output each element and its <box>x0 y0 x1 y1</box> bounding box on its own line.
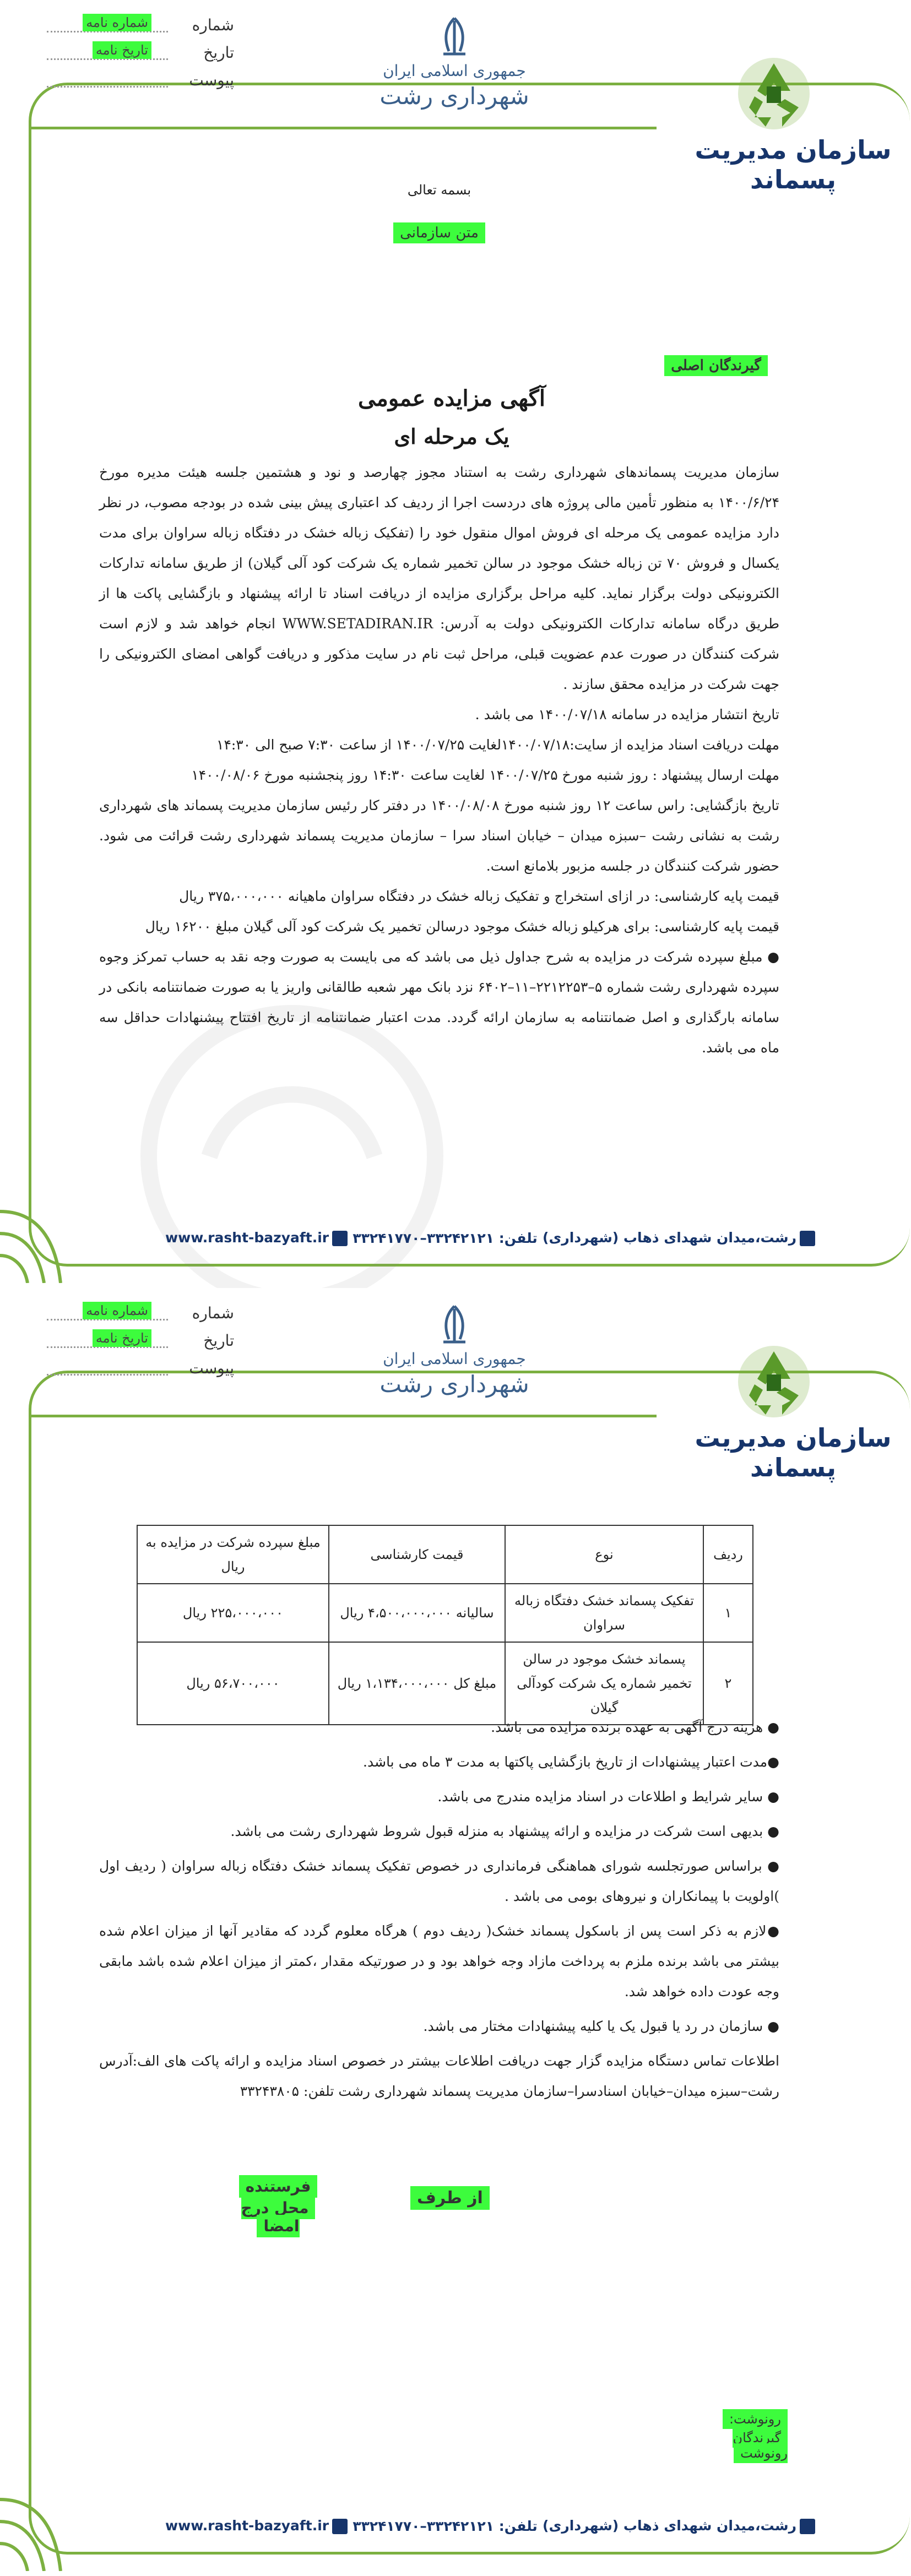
gov-line-1: جمهوری اسلامی ایران <box>383 1350 526 1368</box>
list-item: ● براساس صورتجلسه شورای هماهنگی فرمانداری در خصوص تفکیک پسماند خشک دفتگاه زباله سراوان ( ردیف اول )اولویت با پیمانکاران و نیروهای بومی می باشد . <box>99 1858 779 1904</box>
col-header-type: نوع <box>505 1525 703 1584</box>
table-cell: تفکیک پسماند خشک دفتگاه زباله سراوان <box>505 1584 703 1642</box>
paragraph: تاریخ بازگشایی: راس ساعت ۱۲ روز شنبه مورخ ۱۴۰۰/۰۸/۰۸ در دفتر کار رئیس سازمان مدیریت پسماند های شهرداری رشت به نشانی رشت –سبزه میدان – خیابان اسناد سرا – سازمان مدیریت پسماند شهرداری رشت قرائت می شود. حضور شرکت کنندگان در جلسه مزبور بلامانع است. <box>99 797 779 874</box>
municipality-name: شهرداری رشت <box>379 83 529 110</box>
organization-name: سازمان مدیریت پسماند <box>695 1423 892 1482</box>
internal-code: متن سازمانی <box>393 222 485 243</box>
sender-label: فرستنده <box>239 2175 318 2198</box>
recycle-logo-icon <box>733 1340 815 1423</box>
basmala: بسمه تعالی <box>407 182 471 198</box>
table-cell: ۲ <box>703 1642 753 1725</box>
signature-label: محل درج امضا <box>241 2197 316 2237</box>
recycle-logo-icon <box>733 52 815 135</box>
organization-name: سازمان مدیریت پسماند <box>695 135 892 194</box>
list-item: ● هزینه درج آگهی به عهده برنده مزایده می باشد. <box>491 1719 779 1735</box>
list-item: ● بدیهی است شرکت در مزایده و ارائه پیشنهاد به منزله قبول شروط شهرداری رشت می باشد. <box>230 1823 779 1839</box>
number-label: شماره <box>192 15 234 34</box>
corner-ornament-icon <box>0 1189 83 1283</box>
letter-page-2 <box>0 1288 911 2576</box>
footer-phone: تلفن: ۳۳۲۴۲۱۲۱–۳۳۲۴۱۷۷۰ <box>353 2518 538 2534</box>
attachment-label: پیوست <box>189 1358 234 1377</box>
footer-address: رشت،میدان شهدای ذهاب (شهرداری) <box>543 1230 815 1246</box>
paragraph: مهلت دریافت اسناد مزایده از سایت:۱۴۰۰/۰۷/۱۸لغایت ۱۴۰۰/۰۷/۲۵ از ساعت ۷:۳۰ صبح الی ۱۴:۳۰ <box>216 737 779 753</box>
letter-meta <box>47 11 234 94</box>
from-label-wrap <box>410 2188 490 2208</box>
footer <box>165 2510 815 2541</box>
paragraph: ● مبلغ سپرده شرکت در مزایده به شرح جداول ذیل می باشد که می بایست به صورت وجه نقد به حساب تمرکز وجوه سپرده شهرداری رشت شماره ۵–۲۲۱۲۲۵۳–۱۱–۶۴۰۲ نزد بانک مهر شعبه طالقانی واریز یا به صورت ضمانتنامه بانکی در سامانه بارگذاری و اصل ضمانتنامه به سازمان ارائه گردد. مدت اعتبار ضمانتنامه از تاریخ افتتاح پیشنهادات حداقل سه ماه می باشد. <box>99 949 779 1056</box>
table-cell: پسماند خشک موجود در سالن تخمیر شماره یک شرکت کودآلی گیلان <box>505 1642 703 1725</box>
col-header-expert-price: قیمت کارشناسی <box>329 1525 505 1584</box>
list-item: ● سایر شرایط و اطلاعات در اسناد مزایده مندرج می باشد. <box>437 1789 779 1805</box>
auction-table <box>137 1525 753 1725</box>
iran-emblem-icon <box>435 15 474 59</box>
location-icon <box>800 1231 815 1246</box>
paragraph: سازمان مدیریت پسماندهای شهرداری رشت به استناد مجوز چهارصد و نود و هشتمین جلسه هیئت مدیره مورخ ۱۴۰۰/۶/۲۴ به منظور تأمین مالی پروژه های دردست اجرا از ردیف کد اعتباری پیش بینی شده در بودجه مصوب، در نظر دارد مزایده عمومی یک مرحله ای فروش اموال منقول خود را (تفکیک زباله خشک در دفتگاه زباله سراوان برای مدت یکسال و فروش ۷۰ تن زباله خشک موجود در سالن تخمیر شماره یک شرکت کود آلی گیلان) از طریق سامانه تدارکات الکترونیکی دولت برگزار نماید. کلیه مراحل برگزاری مزایده از دریافت اسناد تا ارائه پیشنهاد و بازگشایی پاکت ها از طریق درگاه سامانه تدارکات الکترونیکی دولت به آدرس: WWW.SETADIRAN.IR انجام خواهد شد و لازم است شرکت کنندگان در صورت عدم عضویت قبلی، مراحل ثبت نام در سایت مذکور و دریافت گواهی امضای الکترونیکی را جهت شرکت در مزایده محقق سازند . <box>99 464 779 692</box>
table-row <box>137 1584 753 1642</box>
footer-phone: تلفن: ۳۳۲۴۲۱۲۱–۳۳۲۴۱۷۷۰ <box>353 1230 538 1246</box>
location-icon <box>800 2519 815 2534</box>
table-cell: ۲۲۵،۰۰۰،۰۰۰ ریال <box>137 1584 329 1642</box>
iran-emblem-icon <box>435 1303 474 1347</box>
frame-top-line <box>29 127 657 129</box>
attachment-label: پیوست <box>189 70 234 89</box>
col-header-row-number: ردیف <box>703 1525 753 1584</box>
date-label: تاریخ <box>203 43 234 62</box>
table-cell: ۵۶،۷۰۰،۰۰۰ ریال <box>137 1642 329 1725</box>
footer-website[interactable]: www.rasht-bazyaft.ir <box>165 2518 348 2534</box>
date-value: تاریخ نامه <box>93 41 151 59</box>
date-value: تاریخ نامه <box>93 1329 151 1347</box>
number-value: شماره نامه <box>83 1302 151 1319</box>
footer <box>165 1222 815 1253</box>
letter-meta <box>47 1299 234 1382</box>
frame-top-line <box>29 1415 657 1417</box>
recipients: گیرندگان اصلی <box>664 355 767 376</box>
notice-subtitle: یک مرحله ای <box>394 424 509 449</box>
notice-body <box>99 457 779 1063</box>
gov-line-1: جمهوری اسلامی ایران <box>383 62 526 80</box>
municipality-name: شهرداری رشت <box>379 1371 529 1398</box>
cc-label: رونوشت: <box>723 2409 788 2429</box>
paragraph: تاریخ انتشار مزایده در سامانه ۱۴۰۰/۰۷/۱۸ می باشد . <box>475 707 779 722</box>
paragraph: قیمت پایه کارشناسی: در ازای استخراج و تفکیک زباله خشک در دفتگاه سراوان ماهیانه ۳۷۵،۰۰۰،۰۰۰ ریال <box>179 888 779 904</box>
list-item: ● سازمان در رد یا قبول یک یا کلیه پیشنهادات مختار می باشد. <box>423 2018 779 2034</box>
table-cell: سالیانه ۴،۵۰۰،۰۰۰،۰۰۰ ریال <box>329 1584 505 1642</box>
list-item: ●مدت اعتبار پیشنهادات از تاریخ بازگشایی پاکتها به مدت ۳ ماه می باشد. <box>363 1754 779 1770</box>
table-cell: ۱ <box>703 1584 753 1642</box>
number-label: شماره <box>192 1303 234 1322</box>
date-label: تاریخ <box>203 1331 234 1350</box>
table-cell: مبلغ کل ۱،۱۳۴،۰۰۰،۰۰۰ ریال <box>329 1642 505 1725</box>
list-item: اطلاعات تماس دستگاه مزایده گزار جهت دریافت اطلاعات بیشتر در خصوص اسناد مزایده و ارائه پاکت های الف:آدرس رشت–سبزه میدان–خیابان اسنادسرا–سازمان مدیریت پسماند شهرداری رشت تلفن: ۳۳۲۴۳۸۰۵ <box>99 2053 779 2099</box>
list-item: ●لازم به ذکر است پس از باسکول پسماند خشک( ردیف دوم ) هرگاه معلوم گردد که مقادیر آنها از میزان اعلام شده بیشتر می باشد برنده ملزم به پرداخت مازاد وجه خواهد بود و در صورتیکه مقدار ،کمتر از میزان اعلام شده باشد مابقی وجه عودت داده خواهد شد. <box>99 1923 779 1999</box>
sender-block <box>223 2177 333 2235</box>
footer-address: رشت،میدان شهدای ذهاب (شهرداری) <box>543 2518 815 2534</box>
corner-ornament-icon <box>0 2477 83 2571</box>
notice-title: آگهی مزایده عمومی <box>358 385 545 411</box>
globe-icon <box>332 2519 348 2534</box>
from-label: از طرف <box>410 2186 490 2210</box>
globe-icon <box>332 1231 348 1246</box>
cc-block <box>711 2411 788 2461</box>
table-header-row <box>137 1525 753 1584</box>
conditions-list <box>99 1712 779 2111</box>
number-value: شماره نامه <box>83 14 151 31</box>
cc-recipients: گیرندگان رونوشت <box>733 2428 788 2463</box>
footer-website[interactable]: www.rasht-bazyaft.ir <box>165 1230 348 1246</box>
paragraph: مهلت ارسال پیشنهاد : روز شنبه مورخ ۱۴۰۰/۰۷/۲۵ لغایت ساعت ۱۴:۳۰ روز پنجشنبه مورخ ۱۴۰۰/۰۸/۰۶ <box>191 767 779 783</box>
paragraph: قیمت پایه کارشناسی: برای هرکیلو زباله خشک موجود درسالن تخمیر یک شرکت کود آلی گیلان مبلغ ۱۶۲۰۰ ریال <box>145 919 779 934</box>
col-header-deposit: مبلغ سپرده شرکت در مزایده به ریال <box>137 1525 329 1584</box>
